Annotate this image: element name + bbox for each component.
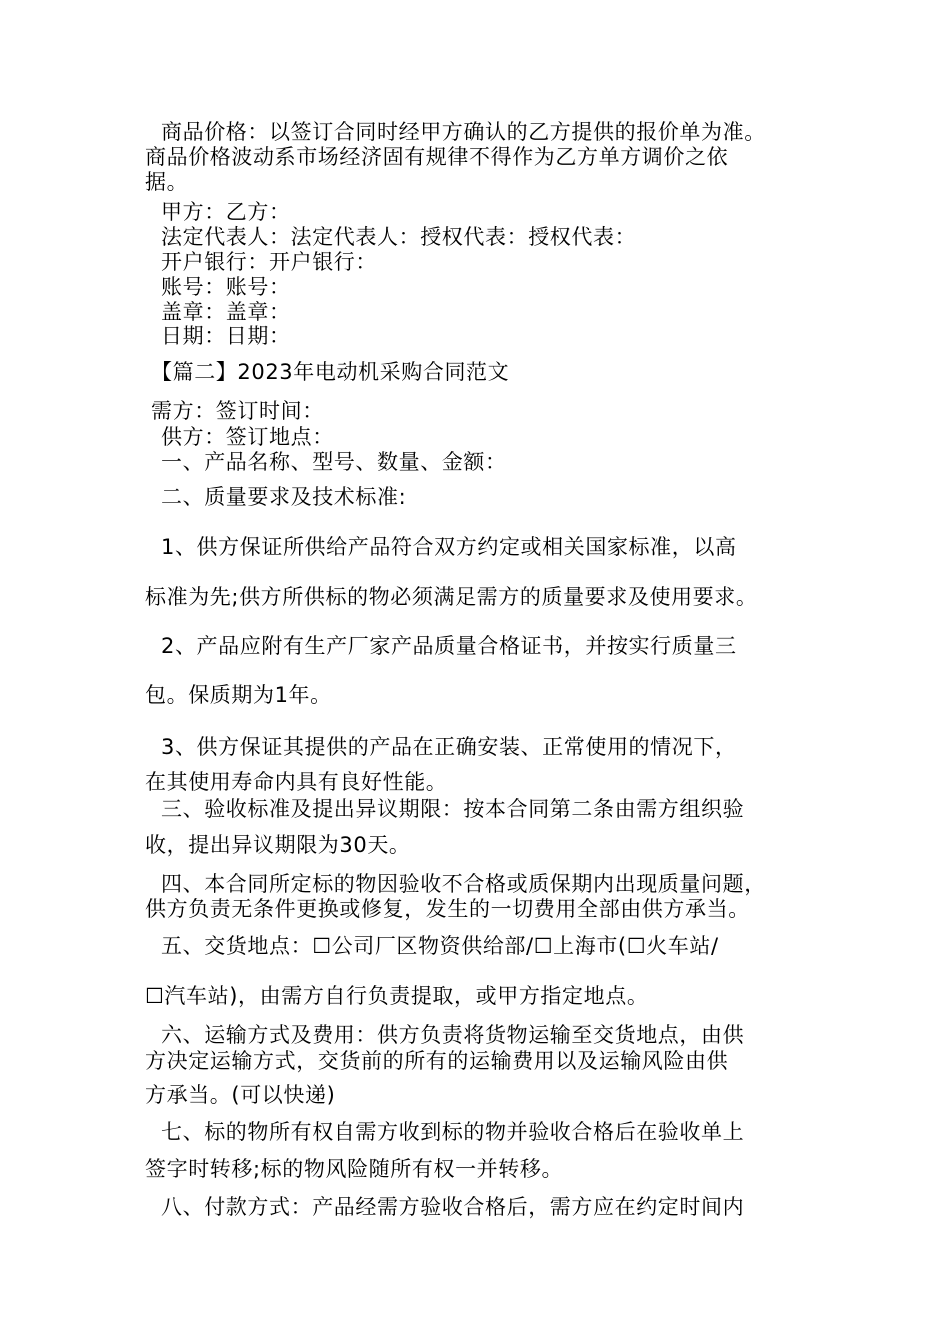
paragraph-line: 商品价格：以签订合同时经甲方确认的乙方提供的报价单为准。 [161,120,766,144]
paragraph-line: 开户银行：开户银行： [161,250,377,274]
paragraph-line: 签字时转移;标的物风险随所有权一并转移。 [145,1157,564,1181]
paragraph-line: 四、本合同所定标的物因验收不合格或质保期内出现质量问题， [161,872,766,896]
paragraph-line: 日期：日期： [161,324,291,348]
paragraph-line: 三、验收标准及提出异议期限：按本合同第二条由需方组织验 [161,797,745,821]
paragraph-line: 收，提出异议期限为30天。 [145,833,411,857]
paragraph-line: 方承当。(可以快递) [145,1083,336,1107]
paragraph-line: 商品价格波动系市场经济固有规律不得作为乙方单方调价之依 [145,145,729,169]
paragraph-line: 六、运输方式及费用：供方负责将货物运输至交货地点，由供 [161,1023,745,1047]
section-heading: 【篇二】2023年电动机采购合同范文 [151,360,510,384]
paragraph-line: 供方：签订地点： [161,425,334,449]
paragraph-line: 七、标的物所有权自需方收到标的物并验收合格后在验收单上 [161,1120,745,1144]
paragraph-line: 二、质量要求及技术标准: [161,485,407,509]
paragraph-line: ☐汽车站)，由需方自行负责提取，或甲方指定地点。 [145,984,649,1008]
paragraph-line: 一、产品名称、型号、数量、金额： [161,450,507,474]
paragraph-line: 标准为先;供方所供标的物必须满足需方的质量要求及使用要求。 [145,585,758,609]
paragraph-line: 八、付款方式：产品经需方验收合格后，需方应在约定时间内 [161,1195,745,1219]
paragraph-line: 据。 [145,170,189,194]
paragraph-line: 供方负责无条件更换或修复，发生的一切费用全部由供方承当。 [145,897,750,921]
paragraph-line: 法定代表人：法定代表人：授权代表：授权代表： [161,225,637,249]
paragraph-line: 在其使用寿命内具有良好性能。 [145,770,448,794]
paragraph-line: 1、供方保证所供给产品符合双方约定或相关国家标准，以高 [161,535,737,559]
paragraph-line: 需方：签订时间： [151,399,324,423]
paragraph-line: 方决定运输方式，交货前的所有的运输费用以及运输风险由供 [145,1049,729,1073]
paragraph-line: 五、交货地点：☐公司厂区物资供给部/☐上海市(☐火车站/ [161,934,719,958]
paragraph-line: 甲方：乙方： [161,200,291,224]
paragraph-line: 3、供方保证其提供的产品在正确安装、正常使用的情况下， [161,735,737,759]
paragraph-line: 盖章：盖章： [161,300,291,324]
paragraph-line: 包。保质期为1年。 [145,683,332,707]
paragraph-line: 账号：账号： [161,275,291,299]
paragraph-line: 2、产品应附有生产厂家产品质量合格证书，并按实行质量三 [161,634,737,658]
